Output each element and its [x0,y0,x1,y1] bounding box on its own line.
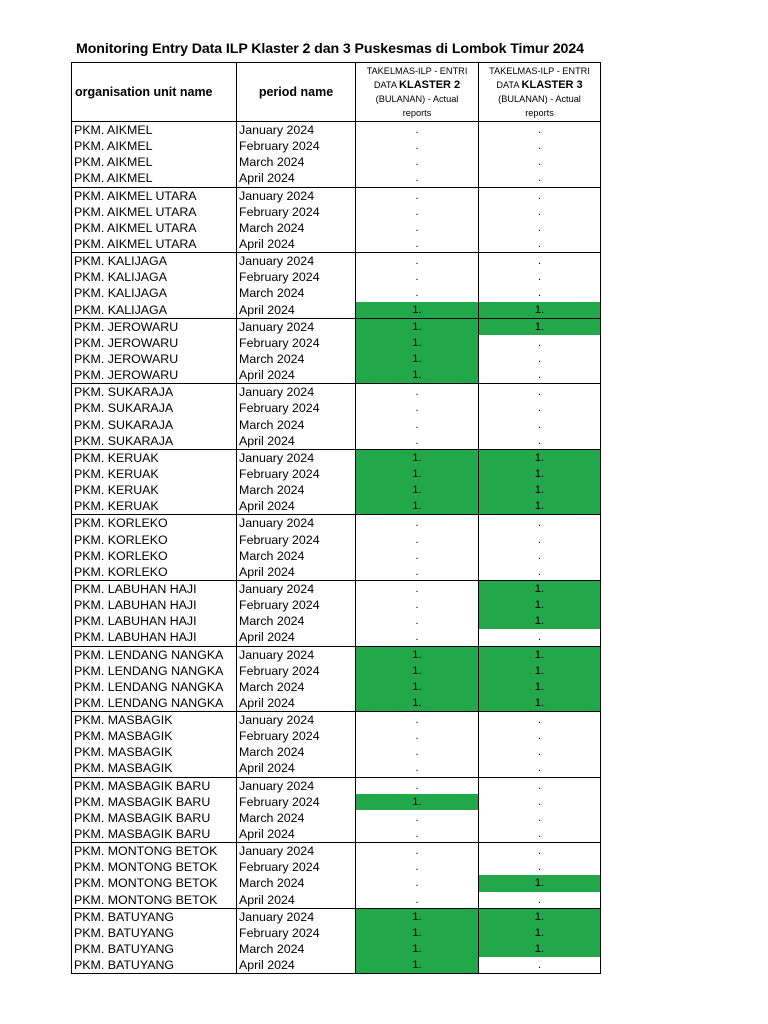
period-cell: March 2024 [237,810,356,826]
klaster-3-cell: 1. [479,450,600,466]
klaster-3-cell: . [537,418,542,431]
klaster-3-cell: . [537,517,542,530]
table-row [72,514,600,531]
table-row [72,433,600,449]
klaster-2-cell: 1. [356,679,479,695]
org-unit-cell: PKM. JEROWARU [72,351,237,367]
table-row [72,597,600,613]
period-cell: January 2024 [237,647,356,663]
klaster-3-cell: . [537,336,542,349]
klaster-2-cell: 1. [356,663,479,679]
klaster-2-cell: 1. [356,450,479,466]
klaster-3-cell: 1. [479,875,600,891]
header-k2-line1: TAKELMAS-ILP - ENTRI [366,66,468,76]
table-row [72,417,600,433]
klaster-2-cell: . [356,417,479,433]
klaster-3-cell: . [537,271,542,284]
klaster-3-cell: . [537,861,542,874]
table-row [72,925,600,941]
klaster-2-cell: . [356,581,479,597]
period-cell: February 2024 [237,597,356,613]
table-row [72,498,600,514]
klaster-2-cell: 1. [356,647,479,663]
org-unit-cell: PKM. AIKMEL UTARA [72,204,237,220]
table-row [72,908,600,925]
table-row [72,711,600,728]
org-unit-cell: PKM. MASBAGIK [72,712,237,728]
table-row [72,695,600,711]
klaster-3-cell: 1. [479,679,600,695]
table-row [72,285,600,301]
klaster-2-cell: . [356,810,479,826]
period-cell: April 2024 [237,433,356,449]
period-cell: March 2024 [237,613,356,629]
period-cell: March 2024 [237,351,356,367]
klaster-2-cell: 1. [356,957,479,973]
klaster-3-cell: 1. [479,909,600,925]
org-unit-cell: PKM. JEROWARU [72,367,237,383]
period-cell: February 2024 [237,138,356,154]
klaster-3-cell: . [537,140,542,153]
table-row [72,170,600,186]
klaster-2-cell: . [356,170,479,186]
klaster-3-cell: 1. [479,319,600,335]
org-unit-cell: PKM. BATUYANG [72,925,237,941]
period-cell: April 2024 [237,170,356,186]
klaster-3-cell: . [537,845,542,858]
klaster-2-cell: 1. [356,794,479,810]
klaster-2-cell: 1. [356,482,479,498]
table-row [72,383,600,400]
page-title: Monitoring Entry Data ILP Klaster 2 dan 3 Puskesmas di Lombok Timur 2024 [76,41,584,57]
klaster-2-cell: . [356,400,479,416]
org-unit-cell: PKM. AIKMEL UTARA [72,188,237,204]
table-row [72,744,600,760]
period-cell: January 2024 [237,122,356,138]
table-row [72,728,600,744]
klaster-3-cell: . [537,221,542,234]
klaster-3-cell: . [537,762,542,775]
table-row [72,777,600,794]
period-cell: April 2024 [237,564,356,580]
period-cell: January 2024 [237,253,356,269]
klaster-3-cell: . [537,386,542,399]
table-row [72,629,600,645]
org-unit-cell: PKM. AIKMEL UTARA [72,236,237,252]
table-row [72,449,600,466]
klaster-3-cell: . [537,795,542,808]
klaster-3-cell: . [537,746,542,759]
klaster-3-cell: . [537,730,542,743]
period-cell: March 2024 [237,482,356,498]
period-cell: April 2024 [237,302,356,318]
org-unit-cell: PKM. KERUAK [72,498,237,514]
period-cell: March 2024 [237,154,356,170]
table-row [72,646,600,663]
klaster-2-cell: 1. [356,909,479,925]
table-row [72,236,600,252]
org-unit-cell: PKM. MASBAGIK [72,744,237,760]
klaster-3-cell: . [537,369,542,382]
org-unit-cell: PKM. SUKARAJA [72,384,237,400]
org-unit-cell: PKM. JEROWARU [72,335,237,351]
klaster-2-cell: . [356,138,479,154]
klaster-3-cell: . [537,549,542,562]
klaster-3-cell: 1. [479,925,600,941]
period-cell: February 2024 [237,925,356,941]
org-unit-cell: PKM. KERUAK [72,450,237,466]
org-unit-cell: PKM. KORLEKO [72,532,237,548]
period-cell: February 2024 [237,663,356,679]
klaster-3-cell: . [537,124,542,136]
table-row [72,122,600,138]
klaster-2-cell: . [356,875,479,891]
period-cell: March 2024 [237,679,356,695]
table-row [72,138,600,154]
period-cell: March 2024 [237,417,356,433]
table-row [72,482,600,498]
table-row [72,679,600,695]
org-unit-cell: PKM. JEROWARU [72,319,237,335]
klaster-2-cell: . [356,843,479,859]
klaster-3-cell: . [537,237,542,250]
period-cell: April 2024 [237,236,356,252]
klaster-3-cell: 1. [479,482,600,498]
org-unit-cell: PKM. MONTONG BETOK [72,859,237,875]
period-cell: January 2024 [237,843,356,859]
period-cell: February 2024 [237,335,356,351]
org-unit-cell: PKM. LABUHAN HAJI [72,581,237,597]
period-cell: April 2024 [237,367,356,383]
klaster-2-cell: . [356,613,479,629]
org-unit-cell: PKM. AIKMEL [72,154,237,170]
klaster-3-cell: . [537,714,542,727]
table-row [72,760,600,776]
table-row [72,564,600,580]
org-unit-cell: PKM. BATUYANG [72,957,237,973]
org-unit-cell: PKM. LENDANG NANGKA [72,663,237,679]
org-unit-cell: PKM. KORLEKO [72,515,237,531]
klaster-3-cell: . [537,565,542,578]
org-unit-cell: PKM. KALIJAGA [72,285,237,301]
table-row [72,335,600,351]
org-unit-cell: PKM. SUKARAJA [72,417,237,433]
org-unit-cell: PKM. LABUHAN HAJI [72,629,237,645]
period-cell: February 2024 [237,794,356,810]
klaster-3-cell: . [537,172,542,185]
klaster-2-cell: 1. [356,319,479,335]
table-row [72,367,600,383]
table-body [71,122,601,974]
period-cell: March 2024 [237,875,356,891]
klaster-3-cell: . [537,959,542,972]
klaster-3-cell: 1. [479,647,600,663]
klaster-2-cell: . [356,122,479,138]
period-cell: April 2024 [237,892,356,908]
table-row [72,957,600,973]
table-row [72,252,600,269]
klaster-3-cell: . [537,352,542,365]
org-unit-cell: PKM. SUKARAJA [72,433,237,449]
klaster-2-cell: . [356,285,479,301]
klaster-2-cell: 1. [356,335,479,351]
period-cell: March 2024 [237,744,356,760]
org-unit-cell: PKM. LABUHAN HAJI [72,613,237,629]
org-unit-cell: PKM. AIKMEL UTARA [72,220,237,236]
klaster-2-cell: . [356,548,479,564]
klaster-3-cell: . [537,779,542,792]
table-row [72,400,600,416]
klaster-3-cell: . [537,156,542,169]
header-period: period name [237,63,356,121]
klaster-2-cell: 1. [356,695,479,711]
klaster-3-cell: . [537,828,542,841]
klaster-2-cell: . [356,778,479,794]
header-k3-line2a: DATA [496,80,522,90]
org-unit-cell: PKM. LENDANG NANGKA [72,679,237,695]
org-unit-cell: PKM. LENDANG NANGKA [72,647,237,663]
klaster-2-cell: 1. [356,498,479,514]
org-unit-cell: PKM. BATUYANG [72,909,237,925]
klaster-2-cell: 1. [356,925,479,941]
table-row [72,204,600,220]
klaster-2-cell: 1. [356,941,479,957]
org-unit-cell: PKM. MASBAGIK BARU [72,794,237,810]
klaster-2-cell: 1. [356,367,479,383]
table-row [72,580,600,597]
table-row [72,548,600,564]
klaster-3-cell: 1. [479,466,600,482]
klaster-3-cell: 1. [479,498,600,514]
klaster-2-cell: . [356,269,479,285]
period-cell: February 2024 [237,400,356,416]
org-unit-cell: PKM. LENDANG NANGKA [72,695,237,711]
org-unit-cell: PKM. MASBAGIK [72,760,237,776]
table-row [72,941,600,957]
klaster-3-cell: . [537,189,542,202]
table-row [72,466,600,482]
table-row [72,302,600,318]
klaster-3-cell: . [537,533,542,546]
table-row [72,875,600,891]
table-row [72,187,600,204]
period-cell: April 2024 [237,629,356,645]
period-cell: January 2024 [237,450,356,466]
klaster-3-cell: . [537,893,542,906]
klaster-2-cell: . [356,892,479,908]
period-cell: April 2024 [237,826,356,842]
org-unit-cell: PKM. AIKMEL [72,122,237,138]
klaster-2-cell: . [356,629,479,645]
period-cell: March 2024 [237,285,356,301]
klaster-2-cell: . [356,384,479,400]
org-unit-cell: PKM. KORLEKO [72,564,237,580]
period-cell: January 2024 [237,384,356,400]
org-unit-cell: PKM. MASBAGIK [72,728,237,744]
period-cell: March 2024 [237,548,356,564]
table-row [72,613,600,629]
period-cell: April 2024 [237,760,356,776]
header-k3-line4: reports [525,108,554,118]
klaster-2-cell: 1. [356,302,479,318]
table-row [72,892,600,908]
org-unit-cell: PKM. KALIJAGA [72,302,237,318]
period-cell: January 2024 [237,319,356,335]
org-unit-cell: PKM. MONTONG BETOK [72,843,237,859]
header-klaster-2 [356,63,479,121]
period-cell: February 2024 [237,859,356,875]
klaster-3-cell: . [537,631,542,644]
klaster-2-cell: . [356,433,479,449]
org-unit-cell: PKM. MASBAGIK BARU [72,778,237,794]
klaster-2-cell: . [356,859,479,875]
klaster-2-cell: . [356,188,479,204]
table-row [72,859,600,875]
table-row [72,220,600,236]
klaster-3-cell: . [537,434,542,447]
table-row [72,794,600,810]
table-header [71,62,601,122]
klaster-3-cell: . [537,402,542,415]
period-cell: March 2024 [237,220,356,236]
table-row [72,826,600,842]
klaster-3-cell: 1. [479,695,600,711]
period-cell: February 2024 [237,532,356,548]
klaster-2-cell: 1. [356,351,479,367]
header-k3-line2b: KLASTER 3 [521,79,583,91]
klaster-2-cell: . [356,532,479,548]
org-unit-cell: PKM. KALIJAGA [72,253,237,269]
klaster-2-cell: . [356,760,479,776]
org-unit-cell: PKM. SUKARAJA [72,400,237,416]
klaster-3-cell: . [537,205,542,218]
period-cell: January 2024 [237,188,356,204]
table-row [72,154,600,170]
klaster-3-cell: 1. [479,663,600,679]
klaster-3-cell: . [537,811,542,824]
klaster-2-cell: 1. [356,466,479,482]
period-cell: January 2024 [237,909,356,925]
org-unit-cell: PKM. LABUHAN HAJI [72,597,237,613]
klaster-2-cell: . [356,597,479,613]
klaster-2-cell: . [356,236,479,252]
klaster-2-cell: . [356,564,479,580]
header-k2-line3: (BULANAN) - Actual [375,94,459,104]
org-unit-cell: PKM. KERUAK [72,482,237,498]
header-k2-line2b: KLASTER 2 [399,79,461,91]
header-klaster-3 [479,63,600,121]
klaster-2-cell: . [356,154,479,170]
klaster-2-cell: . [356,253,479,269]
table-row [72,351,600,367]
period-cell: January 2024 [237,778,356,794]
period-cell: March 2024 [237,941,356,957]
table-row [72,318,600,335]
table-row [72,663,600,679]
header-k3-line1: TAKELMAS-ILP - ENTRI [489,66,590,76]
klaster-2-cell: . [356,515,479,531]
klaster-2-cell: . [356,728,479,744]
klaster-2-cell: . [356,220,479,236]
org-unit-cell: PKM. MASBAGIK BARU [72,826,237,842]
klaster-2-cell: . [356,712,479,728]
org-unit-cell: PKM. AIKMEL [72,170,237,186]
period-cell: February 2024 [237,269,356,285]
period-cell: February 2024 [237,728,356,744]
org-unit-cell: PKM. MASBAGIK BARU [72,810,237,826]
org-unit-cell: PKM. BATUYANG [72,941,237,957]
org-unit-cell: PKM. KALIJAGA [72,269,237,285]
org-unit-cell: PKM. KORLEKO [72,548,237,564]
period-cell: April 2024 [237,957,356,973]
table-row [72,810,600,826]
header-k3-line3: (BULANAN) - Actual [498,94,581,104]
org-unit-cell: PKM. KERUAK [72,466,237,482]
klaster-2-cell: . [356,204,479,220]
header-k2-line4: reports [402,108,432,118]
org-unit-cell: PKM. MONTONG BETOK [72,892,237,908]
period-cell: February 2024 [237,466,356,482]
period-cell: January 2024 [237,712,356,728]
klaster-3-cell: 1. [479,581,600,597]
klaster-3-cell: . [537,255,542,268]
period-cell: April 2024 [237,498,356,514]
org-unit-cell: PKM. AIKMEL [72,138,237,154]
klaster-2-cell: . [356,744,479,760]
header-k2-line2a: DATA [373,80,400,90]
period-cell: February 2024 [237,204,356,220]
org-unit-cell: PKM. MONTONG BETOK [72,875,237,891]
header-org-unit: organisation unit name [72,63,237,121]
klaster-3-cell: 1. [479,302,600,318]
klaster-3-cell: . [537,287,542,300]
klaster-3-cell: 1. [479,613,600,629]
table-row [72,842,600,859]
table-row [72,532,600,548]
period-cell: January 2024 [237,515,356,531]
period-cell: January 2024 [237,581,356,597]
report-table [71,62,601,974]
klaster-3-cell: 1. [479,597,600,613]
period-cell: April 2024 [237,695,356,711]
klaster-3-cell: 1. [479,941,600,957]
klaster-2-cell: . [356,826,479,842]
table-row [72,269,600,285]
